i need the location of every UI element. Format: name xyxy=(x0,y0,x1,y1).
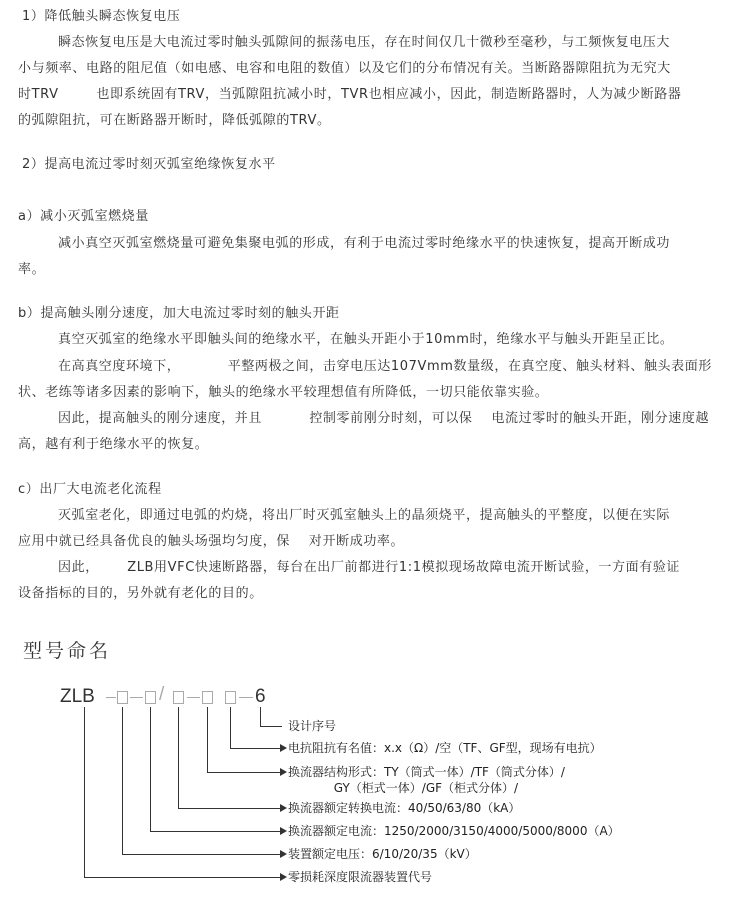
arrow-icon xyxy=(280,804,287,812)
leader-line xyxy=(230,707,231,748)
arrow-icon xyxy=(280,873,287,881)
text-line: 减小真空灭弧室燃烧量可避免集聚电弧的形成，有利于电流过零时绝缘水平的快速恢复，提高开断成功 xyxy=(58,236,671,251)
arrow-icon xyxy=(280,744,287,752)
leader-line xyxy=(207,772,280,773)
model-prefix: ZLB xyxy=(60,686,95,707)
label-transfer-current: 换流器额定转换电流：40/50/63/80（kA） xyxy=(288,801,521,815)
leader-line xyxy=(178,808,280,809)
leader-line xyxy=(260,707,261,726)
text-line: 的弧隙阻抗，可在断路器开断时，降低弧隙的TRV。 xyxy=(18,113,331,128)
label-reactance: 电抗阻抗有名值：x.x（Ω）/空（TF、GF型，现场有电抗） xyxy=(288,741,602,755)
separator-dash xyxy=(187,697,200,698)
model-suffix: 6 xyxy=(255,686,266,707)
text-line: b）提高触头刚分速度，加大电流过零时刻的触头开距 xyxy=(18,306,340,321)
leader-line xyxy=(122,854,280,855)
text-line: 瞬态恢复电压是大电流过零时触头弧隙间的振荡电压，存在时间仅几十微秒至毫秒，与工频恢复电压大 xyxy=(58,35,671,50)
label-device-code: 零损耗深度限流器装置代号 xyxy=(288,870,433,884)
code-slot-3 xyxy=(173,691,184,704)
code-slot-2 xyxy=(145,691,156,704)
text-line: 灭弧室老化，即通过电弧的灼烧，将出厂时灭弧室触头上的晶须烧平，提高触头的平整度，以便在实际 xyxy=(58,508,671,523)
leader-line xyxy=(207,707,208,772)
separator-dash xyxy=(239,697,253,698)
leader-line xyxy=(260,726,282,727)
label-structure: 换流器结构形式：TY（筒式一体）/TF（筒式分体）/ GY（柜式一体）/GF（柜式分体）/ xyxy=(288,765,565,795)
arrow-icon xyxy=(280,827,287,835)
text-line: c）出厂大电流老化流程 xyxy=(18,482,162,497)
text-line: 2）提高电流过零时刻灭弧室绝缘恢复水平 xyxy=(22,157,276,172)
text-line: 时TRV 也即系统固有TRV，当弧隙阻抗减小时，TVR也相应减小，因此，制造断路器时，人为减少断路器 xyxy=(18,87,682,102)
code-slot-1 xyxy=(117,691,128,704)
leader-line xyxy=(84,877,280,878)
text-line: 真空灭弧室的绝缘水平即触头间的绝缘水平，在触头开距小于10mm时，绝缘水平与触头开距呈正比。 xyxy=(58,332,674,347)
leader-line xyxy=(150,831,280,832)
text-line: 状、老练等诸多因素的影响下，触头的绝缘水平较理想值有所降低，一切只能依靠实验。 xyxy=(18,385,549,400)
text-line: a）减小灭弧室燃烧量 xyxy=(18,209,149,224)
arrow-icon xyxy=(280,768,287,776)
separator-slash: / xyxy=(159,684,165,705)
section-title: 型号命名 xyxy=(23,640,112,662)
leader-line xyxy=(150,707,151,831)
code-slot-4 xyxy=(202,691,213,704)
separator-dash xyxy=(106,697,116,698)
label-rated-voltage: 装置额定电压：6/10/20/35（kV） xyxy=(288,847,477,861)
text-line: 应用中就已经具备优良的触头场强均匀度，保 对开断成功率。 xyxy=(18,534,405,549)
text-line: 设备指标的目的，另外就有老化的目的。 xyxy=(18,586,263,601)
text-line: 率。 xyxy=(18,262,46,277)
text-line: 1）降低触头瞬态恢复电压 xyxy=(22,9,181,24)
text-line: 因此， ZLB用VFC快速断路器，每台在出厂前都进行1:1模拟现场故障电流开断试验，一方面有验证 xyxy=(58,560,681,575)
leader-line xyxy=(178,707,179,808)
separator-dash xyxy=(130,697,143,698)
label-rated-current: 换流器额定电流：1250/2000/3150/4000/5000/8000（A） xyxy=(288,824,620,838)
code-slot-5 xyxy=(225,691,236,704)
text-line: 小与频率、电路的阻尼值（如电感、电容和电阻的数值）以及它们的分布情况有关。当断路器隙阻抗为无究大 xyxy=(18,61,671,76)
label-design-serial: 设计序号 xyxy=(288,719,337,733)
leader-line xyxy=(122,707,123,854)
leader-line xyxy=(230,748,280,749)
text-line: 因此，提高触头的刚分速度，并且 控制零前刚分时刻，可以保 电流过零时的触头开距，刚分速度越 xyxy=(58,411,710,426)
leader-line xyxy=(84,707,85,877)
arrow-icon xyxy=(280,850,287,858)
text-line: 在高真空度环境下， 平整两极之间，击穿电压达107Vmm数量级，在真空度、触头材料、触头表面形 xyxy=(58,359,712,374)
text-line: 高，越有利于绝缘水平的恢复。 xyxy=(18,437,209,452)
